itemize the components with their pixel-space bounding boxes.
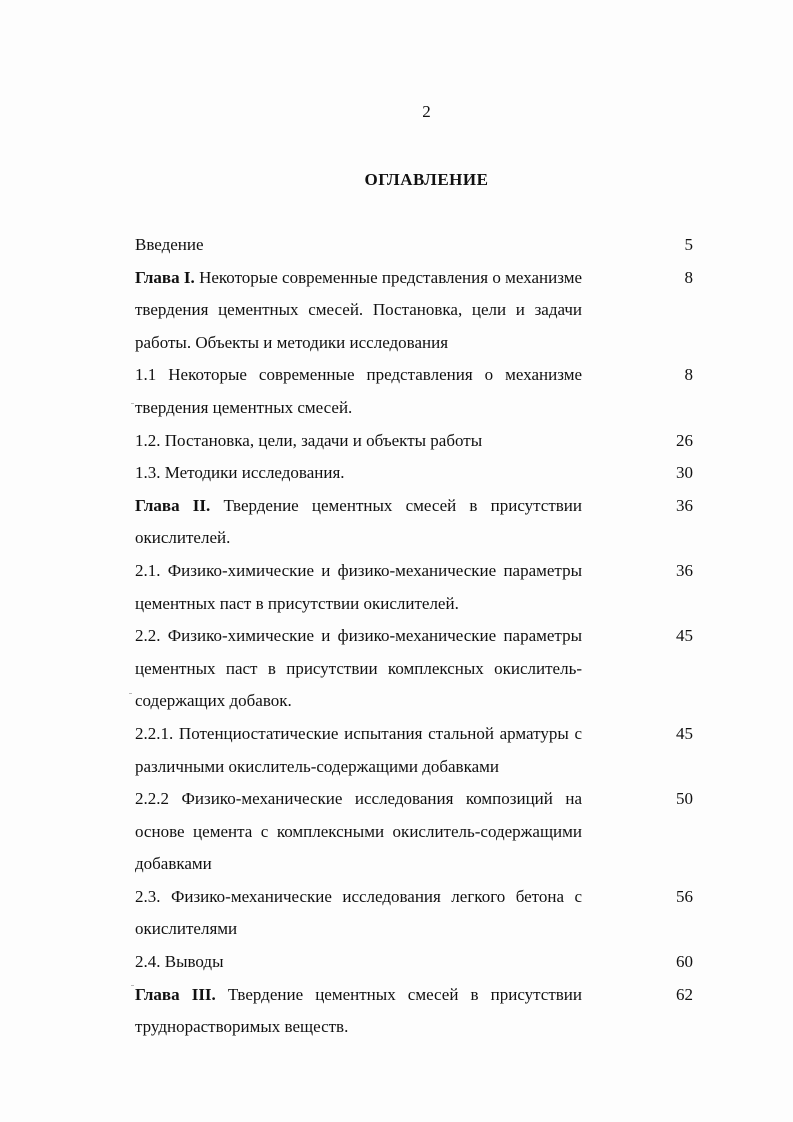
toc-entry-title: 2.1. Физико-химические и физико-механические параметры цементных паст в присутствии окислителей. <box>135 560 582 613</box>
toc-entry-page: 36 <box>676 495 693 515</box>
toc-entry-1-1[interactable] <box>135 359 695 424</box>
toc-entry-1-3[interactable] <box>135 457 695 490</box>
toc-entry-text <box>135 620 582 718</box>
toc-entry-text <box>135 783 582 881</box>
toc-entry-page: 8 <box>684 365 693 385</box>
toc-entry-chapter-3[interactable] <box>135 979 695 1044</box>
page-number: 2 <box>422 102 431 121</box>
toc-entry-text <box>135 881 582 946</box>
scan-speck <box>131 985 134 986</box>
toc-entry-1-2[interactable] <box>135 425 695 458</box>
toc-entry-chapter-2[interactable] <box>135 490 695 555</box>
toc-title: ОГЛАВЛЕНИЕ <box>364 170 489 189</box>
toc-entry-prefix: Глава II. <box>135 495 211 515</box>
toc-entry-2-2-2[interactable] <box>135 783 695 881</box>
toc-entry-text <box>135 262 582 360</box>
toc-entry-title: 2.2.2 Физико-механические исследования композиций на основе цемента с комплексными окислитель-содержащими добавками <box>135 789 582 874</box>
toc-entry-title: 2.3. Физико-механические исследования легкого бетона с окислителями <box>135 886 582 939</box>
toc-entry-page: 45 <box>676 626 693 646</box>
toc-entry-title: Некоторые современные представления о механизме твердения цементных смесей. Постановка, цели и задачи работы. Объекты и методики исследования <box>135 267 583 352</box>
toc-entry-2-2[interactable] <box>135 620 695 718</box>
toc-entry-title: Введение <box>135 235 204 254</box>
toc-entry-2-4[interactable] <box>135 946 695 979</box>
toc-entry-title: 2.2. Физико-химические и физико-механические параметры цементных паст в присутствии комплексных окислитель-содержащих добавок. <box>135 626 582 711</box>
toc-entry-text <box>135 457 582 490</box>
toc-entry-title: 1.2. Постановка, цели, задачи и объекты работы <box>135 430 483 450</box>
toc-entry-prefix: Глава III. <box>135 984 216 1004</box>
toc-entry-title: 1.3. Методики исследования. <box>135 463 345 483</box>
toc-entry-title: 2.4. Выводы <box>135 952 224 972</box>
toc-entry-page: 26 <box>676 430 693 450</box>
toc-entry-2-1[interactable] <box>135 555 695 620</box>
toc-entry-title: 1.1 Некоторые современные представления о механизме твердения цементных смесей. <box>135 365 582 417</box>
toc-entry-title: Твердение цементных смесей в присутствии окислителей. <box>135 495 582 548</box>
toc-entry-prefix: Глава I. <box>135 267 195 287</box>
toc-entry-page: 60 <box>676 952 693 972</box>
toc-entry-page: 36 <box>676 560 693 580</box>
toc-entry-page: 50 <box>676 789 693 809</box>
toc-entry-text <box>135 490 582 555</box>
toc-entry-text <box>135 979 582 1044</box>
toc-entry-page: 56 <box>676 886 693 906</box>
toc-entry-text <box>135 229 582 262</box>
toc-entry-text <box>135 946 582 979</box>
toc-entry-intro[interactable] <box>135 229 695 262</box>
toc-entry-2-2-1[interactable] <box>135 718 695 783</box>
toc-entry-2-3[interactable] <box>135 881 695 946</box>
scan-speck <box>129 693 132 694</box>
toc-entry-text <box>135 359 582 424</box>
table-of-contents <box>135 229 695 1044</box>
toc-entry-page: 8 <box>684 267 693 287</box>
toc-entry-title: Твердение цементных смесей в присутствии труднорастворимых веществ. <box>135 984 583 1037</box>
toc-entry-page: 5 <box>684 235 693 254</box>
toc-entry-page: 45 <box>676 723 693 743</box>
scan-speck <box>131 403 134 404</box>
toc-entry-text <box>135 425 582 458</box>
toc-entry-page: 30 <box>676 463 693 483</box>
toc-entry-chapter-1[interactable] <box>135 262 695 360</box>
toc-entry-text <box>135 555 582 620</box>
toc-entry-title: 2.2.1. Потенциостатические испытания стальной арматуры с различными окислитель-содержащими добавками <box>135 723 582 776</box>
toc-entry-text <box>135 718 582 783</box>
toc-entry-page: 62 <box>676 984 693 1004</box>
